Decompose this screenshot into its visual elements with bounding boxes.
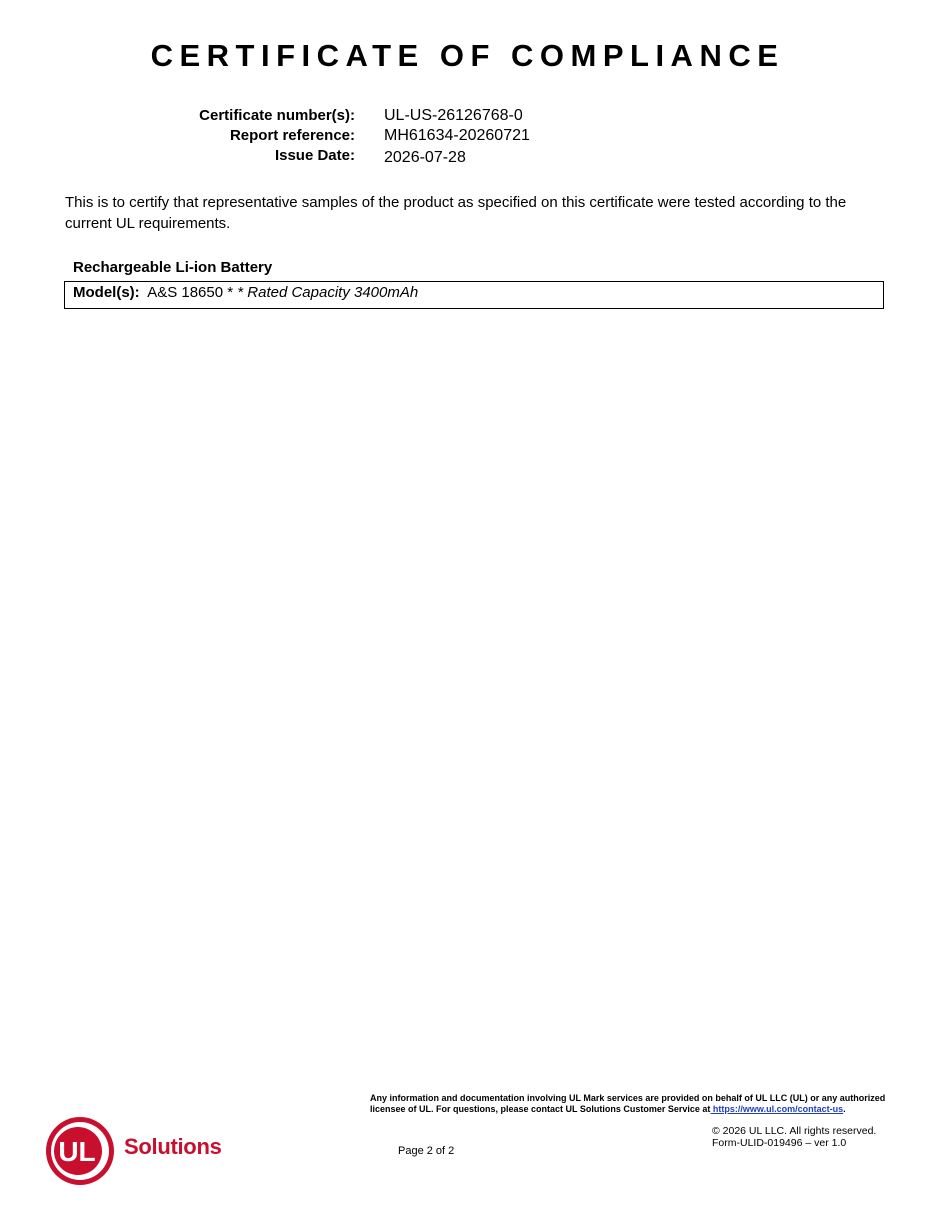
form-id: Form-ULID-019496 – ver 1.0 [712,1137,847,1149]
certificate-title: CERTIFICATE OF COMPLIANCE [150,38,785,73]
product-title: Rechargeable Li-ion Battery [73,259,273,276]
copyright-block [712,1125,876,1149]
logo-mark-text: UL [58,1136,96,1167]
report-reference-label: Report reference: [229,127,355,144]
contact-link[interactable]: https://www.ul.com/contact-us [710,1104,844,1114]
certificate-number-value: UL-US-26126768-0 [384,107,523,124]
certification-statement: This is to certify that representative samples of the product as specified on this certificate were tested according to the current UL requirements. [65,194,847,232]
report-reference-value: MH61634-20260721 [384,127,530,144]
issue-date-label: Issue Date: [274,147,355,164]
footer-disclaimer [370,1093,890,1115]
model-row [73,282,418,303]
certificate-number-label: Certificate number(s): [199,107,355,124]
model-value: A&S 18650 * [147,284,238,301]
page-number: Page 2 of 2 [398,1145,455,1157]
certificate-meta-values [384,106,530,168]
disclaimer-suffix: . [843,1104,846,1114]
model-box [64,281,884,309]
issue-date-value: 2026-07-28 [384,149,466,166]
model-note: * Rated Capacity 3400mAh [237,284,419,301]
certificate-meta-labels [199,106,355,166]
disclaimer-text: Any information and documentation involving UL Mark services are provided on behalf of UL LLC (UL) or any authorized licensee of UL. For questions, please contact UL Solutions Customer Service at [370,1093,886,1114]
model-label: Model(s): [73,284,140,301]
logo-wordmark: Solutions [124,1134,222,1159]
copyright-text: © 2026 UL LLC. All rights reserved. [712,1125,877,1137]
